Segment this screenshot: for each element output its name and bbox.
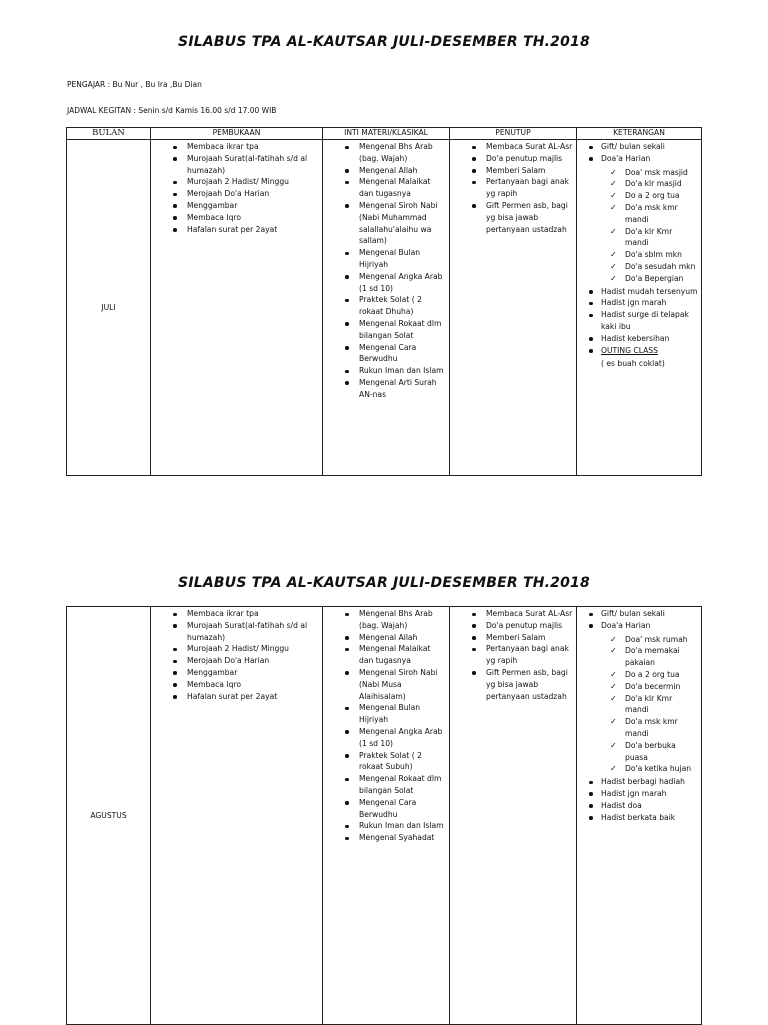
list-item: Mengenal Allah [323,632,447,644]
list-item [577,620,699,632]
list-item: Mengenal Malaikat dan tugasnya [323,643,447,667]
list-item: Mengenal Bhs Arab (bag. Wajah) [323,141,447,165]
list-item: Praktek Solat ( 2 rokaat Dhuha) [323,294,447,318]
list-item: Murojaah Surat(al-fatihah s/d al humazah) [151,620,320,644]
inti-materi-cell [323,140,450,476]
check-item: ✓ Do'a msk kmr mandi [577,202,701,226]
check-item: ✓ Do'a sblm mkn [577,249,701,261]
header-inti-materi: INTI MATERI/KLASIKAL [323,128,450,140]
list-item: Mengenal Rokaat dlm bilangan Solat [323,318,447,342]
check-item: ✓ Do'a msk kmr mandi [577,716,701,740]
list-item: Murojaah 2 Hadist/ Minggu [151,643,320,655]
list-item: Gift Permen asb, bagi yg bisa jawab pertanyaan ustadzah [450,667,574,702]
penutup-cell [450,607,577,1025]
doa-harian-label: Doa'a Harian [601,153,651,163]
list-item: Mengenal Bulan Hijriyah [323,702,447,726]
list-item: Mengenal Angka Arab (1 sd 10) [323,726,447,750]
list-item: Mengenal Bulan Hijriyah [323,247,447,271]
list-item: Praktek Solat ( 2 rokaat Subuh) [323,750,447,774]
pembukaan-cell [151,140,323,476]
check-item: ✓ Do a 2 org tua [577,190,701,202]
list-item: Memberi Salam [450,165,574,177]
list-item: Hafalan surat per 2ayat [151,224,320,236]
list-item: Membaca Surat AL-Asr [450,608,574,620]
check-item: ✓ Do'a ketika hujan [577,763,701,775]
list-item: Gift/ bulan sekali [577,608,699,620]
check-item: ✓ Do'a Bepergian [577,273,701,285]
list-item: Mengenal Allah [323,165,447,177]
list-item: Hadist surge di telapak kaki ibu [577,309,699,333]
list-item: Mengenal Arti Surah AN-nas [323,377,447,401]
list-item: Rukun Iman dan Islam [323,820,447,832]
outing-note: ( es buah coklat) [601,359,665,369]
list-item: Memberi Salam [450,632,574,644]
check-item: ✓ Do'a berbuka puasa [577,740,701,764]
doa-harian-label: Doa'a Harian [601,620,651,630]
list-item: Membaca Iqro [151,212,320,224]
check-item: ✓ Doa' msk masjid [577,167,701,179]
header-penutup: PENUTUP [450,128,577,140]
penutup-cell [450,140,577,476]
list-item: Mengenal Malaikat dan tugasnya [323,176,447,200]
list-item: Hadist mudah tersenyum [577,286,699,298]
list-item: Hadist berbagi hadiah [577,776,699,788]
list-item: Murojaah Surat(al-fatihah s/d al humazah) [151,153,320,177]
month-cell: AGUSTUS [67,607,151,1025]
list-item: Hadist berkata baik [577,812,699,824]
outing-class-label: OUTING CLASS [601,345,658,355]
check-item: ✓ Do'a memakai pakaian [577,645,701,669]
check-item: ✓ Do'a sesudah mkn [577,261,701,273]
list-item: Membaca ikrar tpa [151,141,320,153]
list-item: Murojaah 2 Hadist/ Minggu [151,176,320,188]
list-item: Menggambar [151,200,320,212]
list-item: Mengenal Bhs Arab (bag. Wajah) [323,608,447,632]
header-pembukaan: PEMBUKAAN [151,128,323,140]
list-item: Menggambar [151,667,320,679]
list-item: Gift/ bulan sekali [577,141,699,153]
list-item: Hadist jgn marah [577,297,699,309]
jadwal-line: JADWAL KEGITAN : Senin s/d Kamis 16.00 s/d 17.00 WIB [67,106,277,115]
list-item: Mengenal Cara Berwudhu [323,342,447,366]
list-item: Gift Permen asb, bagi yg bisa jawab pertanyaan ustadzah [450,200,574,235]
header-bulan: BULAN [67,128,151,140]
list-item: Hadist jgn marah [577,788,699,800]
list-item: Hadist doa [577,800,699,812]
check-item: ✓ Do'a klr Kmr mandi [577,226,701,250]
keterangan-cell [577,607,702,1025]
list-item: Mengenal Rokaat dlm bilangan Solat [323,773,447,797]
list-item: Mengenal Syahadat [323,832,447,844]
list-item: Do'a penutup majlis [450,620,574,632]
document-title: SILABUS TPA AL-KAUTSAR JULI-DESEMBER TH.2018 [178,34,590,50]
list-item: Membaca Surat AL-Asr [450,141,574,153]
check-item: ✓ Do'a klr masjid [577,178,701,190]
list-item: Mengenal Siroh Nabi (Nabi Muhammad salallahu'alaihu wa sallam) [323,200,447,247]
list-item: Membaca Iqro [151,679,320,691]
table-row-juli [67,140,702,476]
check-item: ✓ Do'a becermin [577,681,701,693]
list-item: Do'a penutup majlis [450,153,574,165]
list-item: Membaca ikrar tpa [151,608,320,620]
table-header-row [67,128,702,140]
list-item: Rukun Iman dan Islam [323,365,447,377]
check-item: ✓ Doa' msk rumah [577,634,701,646]
list-item: Mengenal Siroh Nabi (Nabi Musa Alaihisalam) [323,667,447,702]
list-item: Mengenal Angka Arab (1 sd 10) [323,271,447,295]
keterangan-cell [577,140,702,476]
syllabus-table-agustus [66,606,702,1025]
list-item: Mengenal Cara Berwudhu [323,797,447,821]
list-item: Hafalan surat per 2ayat [151,691,320,703]
check-item: ✓ Do'a klr Kmr mandi [577,693,701,717]
document-title-2: SILABUS TPA AL-KAUTSAR JULI-DESEMBER TH.2018 [178,575,590,591]
month-cell: JULI [67,140,151,476]
check-item: ✓ Do a 2 org tua [577,669,701,681]
list-item: Merojaah Do'a Harian [151,655,320,667]
pembukaan-cell [151,607,323,1025]
list-item [577,153,699,165]
list-item: Hadist kebersihan [577,333,699,345]
list-item: Pertanyaan bagi anak yg rapih [450,176,574,200]
table-row-agustus [67,607,702,1025]
pengajar-line: PENGAJAR : Bu Nur , Bu Ira ,Bu Dian [67,80,202,89]
inti-materi-cell [323,607,450,1025]
header-keterangan: KETERANGAN [577,128,702,140]
list-item: Merojaah Do'a Harian [151,188,320,200]
list-item [577,345,699,357]
list-item: Pertanyaan bagi anak yg rapih [450,643,574,667]
syllabus-table-juli [66,127,702,476]
